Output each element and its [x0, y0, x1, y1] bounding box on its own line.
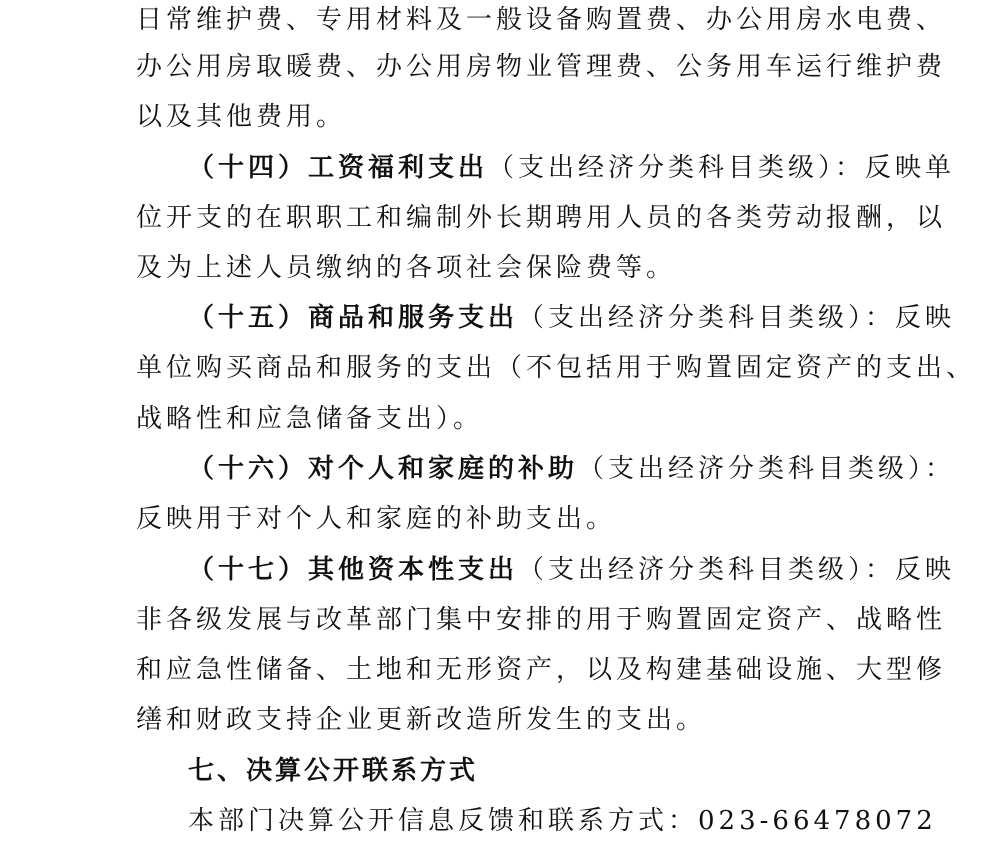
item-title: （十七）其他资本性支出 — [188, 555, 519, 585]
body-text-line: 办公用房取暖费、办公用房物业管理费、公务用车运行维护费 — [136, 52, 947, 82]
body-text-line: 单位购买商品和服务的支出（不包括用于购置固定资产的支出、 — [136, 353, 977, 383]
body-text-line: 日常维护费、专用材料及一般设备购置费、办公用房水电费、 — [136, 5, 947, 35]
body-text-line: 反映用于对个人和家庭的补助支出。 — [136, 504, 617, 534]
body-text-line: 和应急性储备、土地和无形资产，以及构建基础设施、大型修 — [136, 655, 947, 685]
section-heading: 七、决算公开联系方式 — [188, 756, 479, 786]
item-title: （十六）对个人和家庭的补助 — [188, 454, 579, 484]
item-title: （十五）商品和服务支出 — [188, 303, 519, 333]
paragraph-first-line — [188, 298, 955, 338]
body-text-line: 战略性和应急储备支出）。 — [136, 404, 484, 434]
body-text-line: 缮和财政支持企业更新改造所发生的支出。 — [136, 705, 707, 735]
paragraph-first-line — [188, 148, 955, 188]
item-text: （支出经济分类科目类级）：反映 — [518, 555, 956, 585]
body-text-line: 位开支的在职职工和编制外长期聘用人员的各类劳动报酬，以 — [136, 203, 947, 233]
body-text-line: 以及其他费用。 — [136, 102, 347, 132]
body-text-line: 非各级发展与改革部门集中安排的用于购置固定资产、战略性 — [136, 605, 947, 635]
item-text: （支出经济分类科目类级）：反映 — [518, 303, 956, 333]
contact-line: 本部门决算公开信息反馈和联系方式：023-66478072 — [188, 806, 937, 836]
paragraph-first-line — [188, 449, 955, 489]
paragraph-first-line — [188, 550, 955, 590]
item-text: （支出经济分类科目类级）： — [578, 454, 956, 484]
item-text: （支出经济分类科目类级）：反映单 — [488, 153, 956, 183]
body-text-line: 及为上述人员缴纳的各项社会保险费等。 — [136, 253, 677, 283]
item-title: （十四）工资福利支出 — [188, 153, 489, 183]
